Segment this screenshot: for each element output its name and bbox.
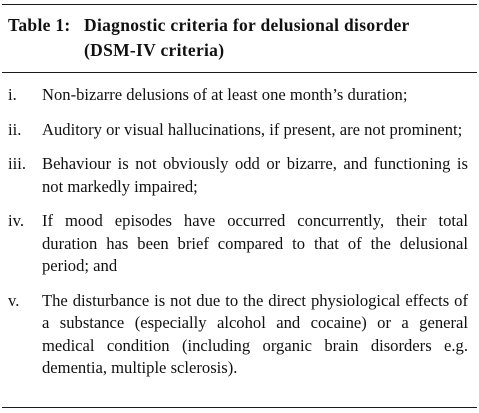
top-rule [2, 4, 477, 5]
criteria-item [8, 119, 468, 142]
item-text: If mood episodes have occurred concurrently, their total duration has been brief compared to that of the delusional period; and [42, 211, 468, 275]
item-number: iii. [8, 154, 26, 173]
criteria-item [8, 290, 468, 380]
criteria-item [8, 84, 468, 107]
criteria-list [8, 84, 468, 392]
item-number: i. [8, 85, 17, 104]
header-rule [2, 72, 477, 73]
item-text: Non-bizarre delusions of at least one month’s duration; [42, 85, 408, 104]
item-number: iv. [8, 211, 24, 230]
table-caption [8, 13, 470, 63]
table-title-line2: (DSM-IV criteria) [84, 40, 225, 60]
criteria-item [8, 153, 468, 198]
table-label: Table 1: [8, 15, 71, 35]
criteria-item [8, 210, 468, 278]
bottom-rule [2, 407, 477, 408]
item-text: Auditory or visual hallucinations, if present, are not prominent; [42, 119, 463, 139]
item-number: ii. [8, 119, 22, 139]
item-text: The disturbance is not due to the direct physiological effects of a substance (especially alcohol and cocaine) or a general medical condition (including organic brain disorders e.g. dementia, multiple sclerosis). [42, 290, 468, 377]
item-text: Behaviour is not obviously odd or bizarre, and functioning is not markedly impaired; [42, 154, 468, 196]
table-title-line1: Diagnostic criteria for delusional disorder [84, 15, 410, 35]
item-number: v. [8, 290, 20, 310]
